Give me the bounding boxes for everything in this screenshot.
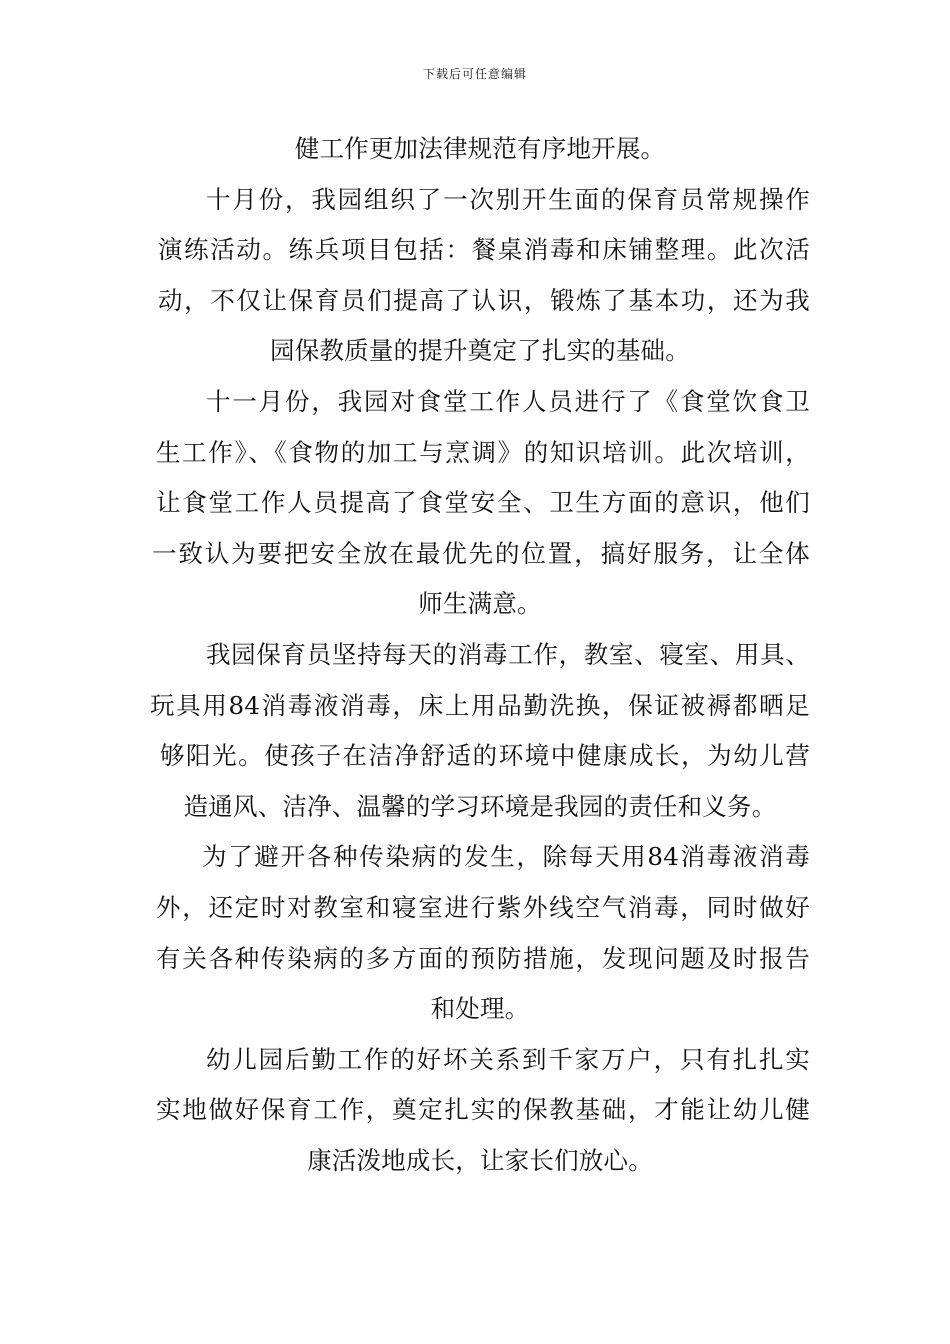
text-line: 幼儿园后勤工作的好坏关系到千家万户，只有扎扎实	[206, 1044, 810, 1074]
text-line: 演练活动。练兵项目包括：餐桌消毒和床铺整理。此次活	[158, 235, 810, 265]
document-body	[150, 124, 810, 1186]
text-line: 一致认为要把安全放在最优先的位置，搞好服务，让全体	[152, 538, 810, 568]
text-line: 为了避开各种传染病的发生，除每天用84消毒液消毒	[202, 842, 810, 872]
text-line: 外，还定时对教室和寝室进行紫外线空气消毒，同时做好	[156, 892, 810, 922]
text-line: 实地做好保育工作，奠定扎实的保教基础，才能让幼儿健	[156, 1095, 810, 1125]
text-line: 让食堂工作人员提高了食堂安全、卫生方面的意识，他们	[156, 488, 810, 518]
text-line: 园保教质量的提升奠定了扎实的基础。	[270, 336, 690, 366]
text-line: 玩具用84消毒液消毒，床上用品勤洗换，保证被褥都晒足	[150, 690, 810, 720]
text-line: 够阳光。使孩子在洁净舒适的环境中健康成长，为幼儿营	[160, 741, 810, 771]
text-line: 动，不仅让保育员们提高了认识，锻炼了基本功，还为我	[158, 285, 810, 315]
text-line: 康活泼地成长，让家长们放心。	[307, 1145, 653, 1175]
text-line: 造通风、洁净、温馨的学习环境是我园的责任和义务。	[183, 791, 777, 821]
text-line: 健工作更加法律规范有序地开展。	[294, 134, 666, 163]
text-line: 十一月份，我园对食堂工作人员进行了《食堂饮食卫	[206, 386, 810, 416]
text-line: 和处理。	[430, 994, 530, 1024]
text-line: 师生满意。	[418, 589, 542, 619]
text-line: 生工作》、《食物的加工与烹调》的知识培训。此次培训，	[156, 437, 810, 467]
text-line: 有关各种传染病的多方面的预防措施，发现问题及时报告	[156, 943, 810, 973]
text-line: 我园保育员坚持每天的消毒工作，教室、寝室、用具、	[206, 639, 810, 669]
text-line: 十月份，我园组织了一次别开生面的保育员常规操作	[206, 184, 810, 214]
page-header-note: 下载后可任意编辑	[422, 67, 527, 81]
